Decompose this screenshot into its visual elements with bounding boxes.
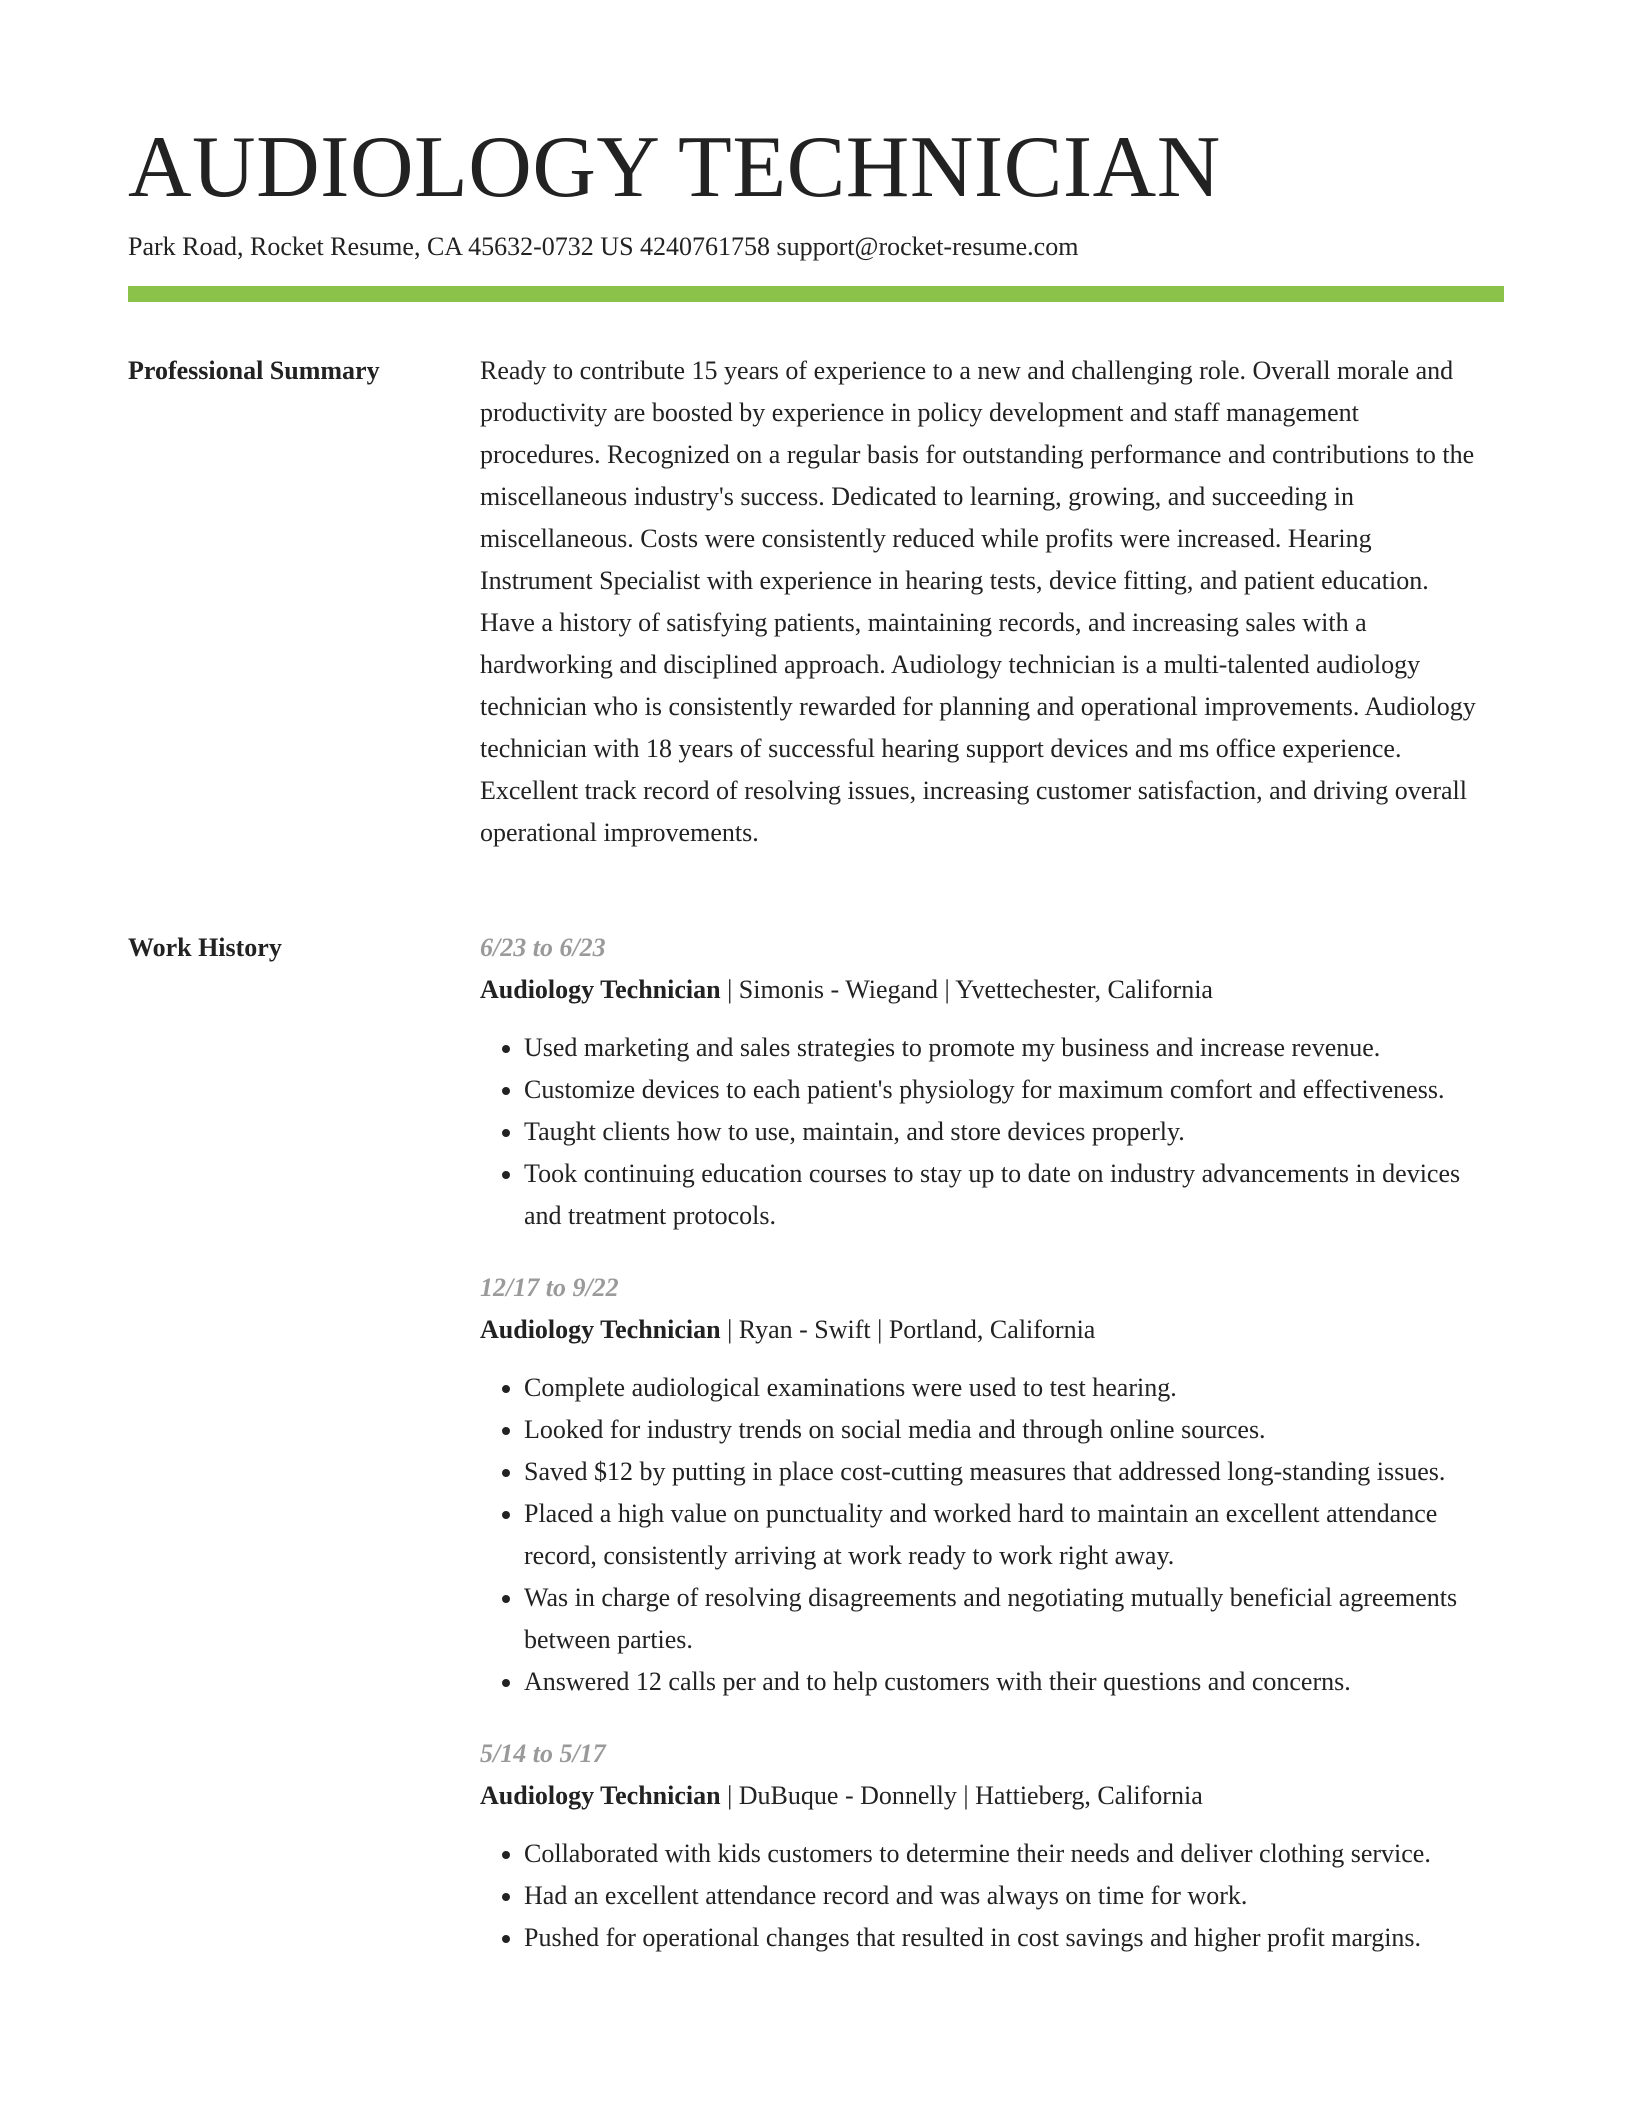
- professional-summary-text: Ready to contribute 15 years of experience to a new and challenging role. Overall morale and productivity are boosted by experience in policy development and staff management procedures. Recognized on a regular basis for outstanding performance and contributions to the miscellaneous industry's success. Dedicated to learning, growing, and succeeding in miscellaneous. Costs were consistently reduced while profits were increased. Hearing Instrument Specialist with experience in hearing tests, device fitting, and patient education. Have a history of satisfying patients, maintaining records, and increasing sales with a hardworking and disciplined approach. Audiology technician is a multi-talented audiology technician who is consistently rewarded for planning and operational improvements. Audiology technician with 18 years of successful hearing support devices and ms office experience. Excellent track record of resolving issues, increasing customer satisfaction, and driving overall operational improvements.: [480, 356, 1476, 847]
- job-bullet: • Was in charge of resolving disagreements and negotiating mutually beneficial agreements between parties.: [524, 1577, 1480, 1661]
- job-bullet: • Took continuing education courses to stay up to date on industry advancements in devices and treatment protocols.: [524, 1153, 1480, 1237]
- job-bullet: • Customize devices to each patient's physiology for maximum comfort and effectiveness.: [524, 1069, 1480, 1111]
- job-dates: 12/17 to 9/22: [480, 1273, 619, 1302]
- job-title: Audiology Technician: [480, 1781, 721, 1810]
- professional-summary-title: Professional Summary: [128, 356, 380, 385]
- job-bullet-list: [480, 1367, 1480, 1703]
- job-entry-2: [480, 1267, 1480, 1703]
- job-bullet: • Collaborated with kids customers to determine their needs and deliver clothing service.: [524, 1833, 1480, 1875]
- job-dates: 6/23 to 6/23: [480, 933, 606, 962]
- job-bullet: • Complete audiological examinations were used to test hearing.: [524, 1367, 1480, 1409]
- job-details: | DuBuque - Donnelly | Hattieberg, California: [720, 1781, 1203, 1810]
- job-bullet: • Saved $12 by putting in place cost-cutting measures that addressed long-standing issues.: [524, 1451, 1480, 1493]
- job-details: | Simonis - Wiegand | Yvettechester, California: [720, 975, 1213, 1004]
- job-bullet: • Taught clients how to use, maintain, and store devices properly.: [524, 1111, 1480, 1153]
- job-dates: 5/14 to 5/17: [480, 1739, 606, 1768]
- contact-line: Park Road, Rocket Resume, CA 45632-0732 US 4240761758 support@rocket-resume.com: [128, 232, 1079, 261]
- professional-summary-body: [480, 350, 1480, 854]
- accent-divider: [128, 286, 1504, 302]
- job-details: | Ryan - Swift | Portland, California: [720, 1315, 1096, 1344]
- job-entry-1: [480, 927, 1480, 1237]
- job-bullet: • Used marketing and sales strategies to promote my business and increase revenue.: [524, 1027, 1480, 1069]
- job-bullet: • Placed a high value on punctuality and worked hard to maintain an excellent attendance record, consistently arriving at work ready to work right away.: [524, 1493, 1480, 1577]
- job-bullet: • Had an excellent attendance record and was always on time for work.: [524, 1875, 1480, 1917]
- job-title-line: [480, 969, 1480, 1011]
- job-title: Audiology Technician: [480, 1315, 721, 1344]
- resume-name-heading: AUDIOLOGY TECHNICIAN: [128, 119, 1221, 216]
- job-entry-3: [480, 1733, 1480, 1959]
- job-title: Audiology Technician: [480, 975, 721, 1004]
- resume-page: [128, 118, 1504, 1952]
- job-title-line: [480, 1309, 1480, 1351]
- job-bullet: • Pushed for operational changes that resulted in cost savings and higher profit margins.: [524, 1917, 1480, 1959]
- job-bullet: • Answered 12 calls per and to help customers with their questions and concerns.: [524, 1661, 1480, 1703]
- job-bullet-list: [480, 1833, 1480, 1959]
- job-title-line: [480, 1775, 1480, 1817]
- work-history-title: Work History: [128, 933, 282, 962]
- job-bullet: • Looked for industry trends on social media and through online sources.: [524, 1409, 1480, 1451]
- work-history-body: [480, 927, 1480, 1989]
- job-bullet-list: [480, 1027, 1480, 1237]
